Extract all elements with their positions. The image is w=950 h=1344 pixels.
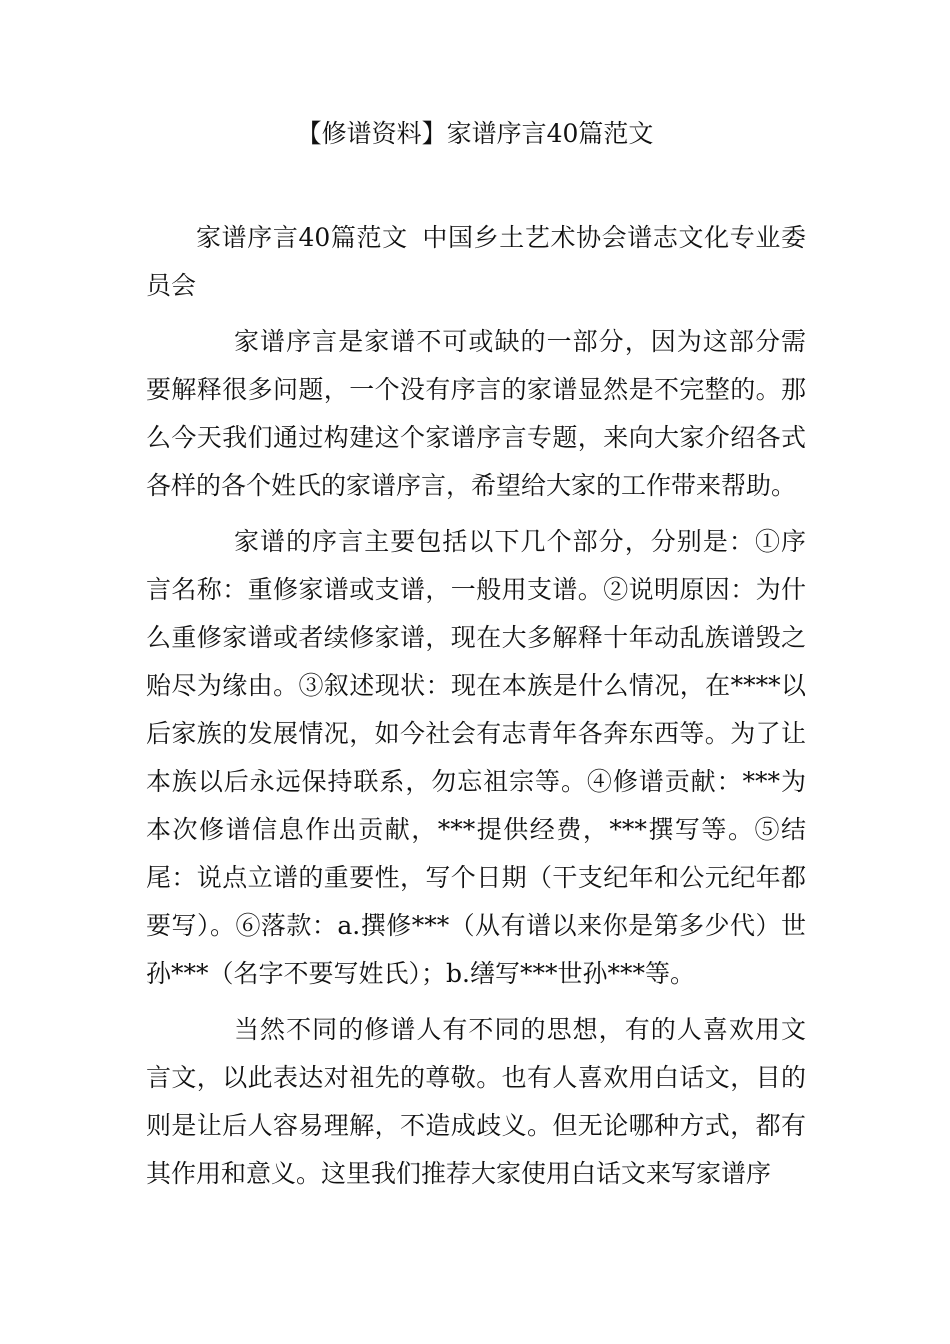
document-title: 【修谱资料】家谱序言40篇范文 xyxy=(296,119,654,148)
paragraph-intro: 家谱序言是家谱不可或缺的一部分，因为这部分需要解释很多问题，一个没有序言的家谱显然是不完整的。那么今天我们通过构建这个家谱序言专题，来向大家介绍各式各样的各个姓氏的家谱序言，希望给大家的工作带来帮助。 xyxy=(146,327,806,500)
subtitle-organization: 中国乡土艺术协会谱志文化专业委员会 xyxy=(146,223,806,300)
document-subtitle xyxy=(146,214,806,310)
paragraph-style: 当然不同的修谱人有不同的思想，有的人喜欢用文言文，以此表达对祖先的尊敬。也有人喜欢用白话文，目的则是让后人容易理解，不造成歧义。但无论哪种方式，都有其作用和意义。这里我们推荐大家使用白话文来写家谱序 xyxy=(146,1015,806,1188)
document-body xyxy=(146,214,806,1198)
paragraph-structure: 家谱的序言主要包括以下几个部分，分别是：①序言名称：重修家谱或支谱，一般用支谱。②说明原因：为什么重修家谱或者续修家谱，现在大多解释十年动乱族谱毁之贻尽为缘由。③叙述现状：现在本族是什么情况，在****以后家族的发展情况，如今社会有志青年各奔东西等。为了让本族以后永远保持联系，勿忘祖宗等。④修谱贡献：***为本次修谱信息作出贡献，***提供经费，***撰写等。⑤结尾：说点立谱的重要性，写个日期（干支纪年和公元纪年都要写）。⑥落款：a.撰修***（从有谱以来你是第多少代）世孙***（名字不要写姓氏）；b.缮写***世孙***等。 xyxy=(146,527,806,988)
subtitle-title: 家谱序言40篇范文 xyxy=(196,223,408,252)
